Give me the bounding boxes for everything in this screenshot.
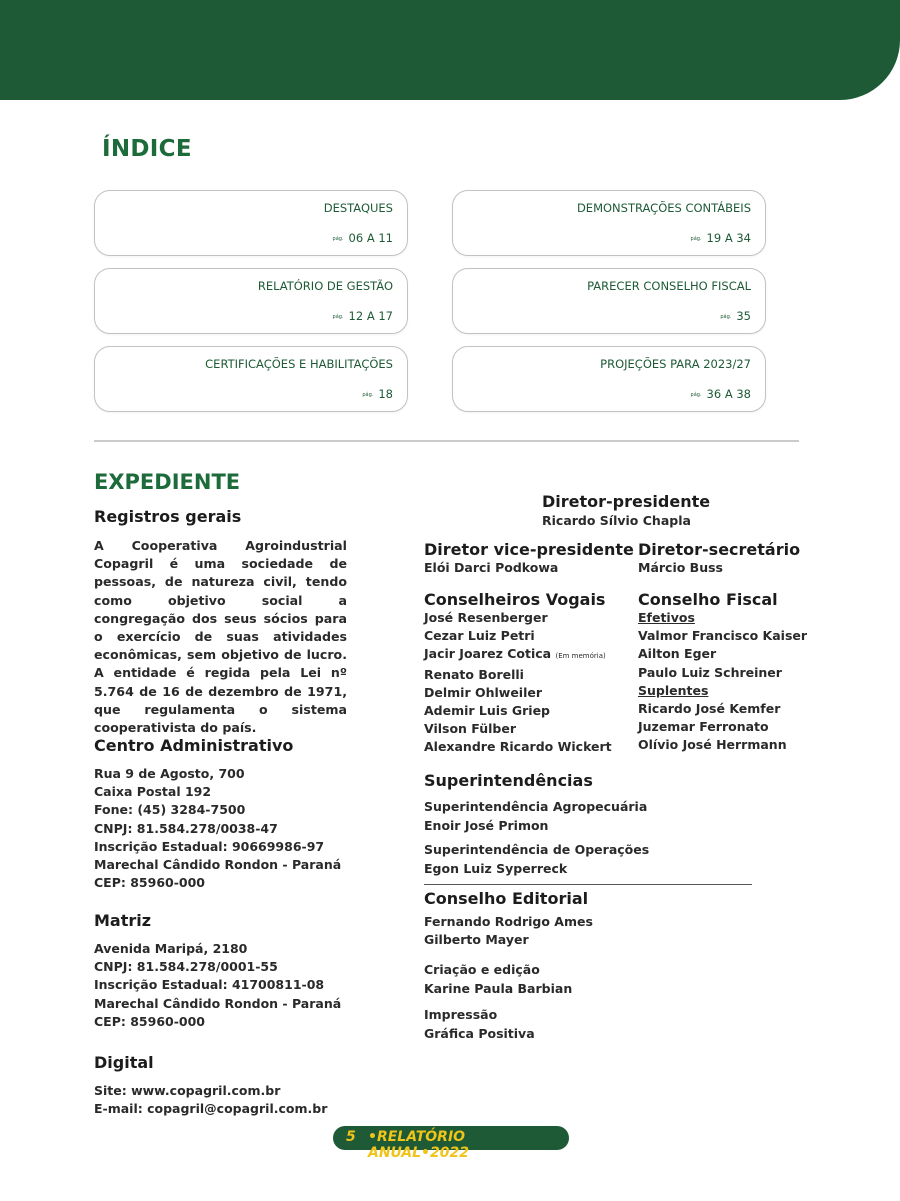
index-card-title: CERTIFICAÇÕES E HABILITAÇÕES xyxy=(205,357,393,371)
index-card-title: PROJEÇÕES PARA 2023/27 xyxy=(600,357,751,371)
editorial-heading: Conselho Editorial xyxy=(424,889,589,908)
expediente-title: EXPEDIENTE xyxy=(94,470,241,494)
site-link[interactable]: Site: www.copagril.com.br xyxy=(94,1083,281,1098)
vice-name: Elói Darci Podkowa xyxy=(424,560,559,575)
section-divider xyxy=(94,440,799,442)
agro-label: Superintendência Agropecuária xyxy=(424,799,648,814)
editorial-names: Fernando Rodrigo Ames Gilberto Mayer xyxy=(424,914,593,948)
index-card-demonstracoes[interactable] xyxy=(452,190,766,256)
index-card-pages: pág. 35 xyxy=(720,309,751,323)
email-link[interactable]: E-mail: copagril@copagril.com.br xyxy=(94,1101,328,1117)
index-card-title: DESTAQUES xyxy=(323,201,393,215)
matriz-heading: Matriz xyxy=(94,911,152,930)
centro-address: Rua 9 de Agosto, 700 Caixa Postal 192 Fone: (45) 3284-7500 CNPJ: 81.584.278/0038-47 Inscrição Estadual: 90669986-97 Marechal Cândido Rondon - Paraná CEP: 85960-000 xyxy=(94,766,342,891)
diretor-presidente-heading: Diretor-presidente xyxy=(542,492,711,511)
digital-contacts xyxy=(94,1082,327,1118)
index-card-title: PARECER CONSELHO FISCAL xyxy=(587,279,751,293)
vogais-heading: Conselheiros Vogais xyxy=(424,590,606,609)
footer-page-badge xyxy=(333,1126,569,1161)
index-card-pages: pág. 36 A 38 xyxy=(690,387,751,401)
footer-label: •RELATÓRIO ANUAL•2022 xyxy=(368,1129,469,1161)
registros-heading: Registros gerais xyxy=(94,507,242,526)
oper-label: Superintendência de Operações xyxy=(424,842,650,857)
page-number: 5 xyxy=(346,1129,356,1145)
index-card-destaques[interactable] xyxy=(94,190,408,256)
impressao-label: Impressão xyxy=(424,1007,498,1022)
registros-text: A Cooperativa Agroindustrial Copagril é uma sociedade de pessoas, de natureza civil, tendo como objetivo social a congregação dos seus sócios para o exercício de suas atividades econômicas, sem objetivo de lucro. A entidade é regida pela Lei nº 5.764 de 16 de dezembro de 1971, que regulamenta o sistema cooperativista do país. xyxy=(94,538,347,736)
criacao-label: Criação e edição xyxy=(424,962,540,977)
index-card-pages: pág. 12 A 17 xyxy=(332,309,393,323)
index-card-certificacoes[interactable] xyxy=(94,346,408,412)
diretor-presidente-name: Ricardo Sílvio Chapla xyxy=(542,513,691,528)
index-card-pages: pág. 06 A 11 xyxy=(332,231,393,245)
fiscal-list: Efetivos Valmor Francisco Kaiser Ailton Eger Paulo Luiz Schreiner Suplentes Ricardo José Kemfer Juzemar Ferronato Olívio José Herrmann xyxy=(638,610,808,753)
fiscal-heading: Conselho Fiscal xyxy=(638,590,778,609)
matriz-address: Avenida Maripá, 2180 CNPJ: 81.584.278/0001-55 Inscrição Estadual: 41700811-08 Marechal Cândido Rondon - Paraná CEP: 85960-000 xyxy=(94,941,342,1029)
index-card-pages: pág. 18 xyxy=(362,387,393,401)
index-card-relatorio[interactable] xyxy=(94,268,408,334)
secretario-heading: Diretor-secretário xyxy=(638,540,801,559)
index-title: ÍNDICE xyxy=(102,136,192,162)
oper-name: Egon Luiz Syperreck xyxy=(424,861,568,876)
centro-heading: Centro Administrativo xyxy=(94,736,294,755)
vogais-list: José Resenberger Cezar Luiz Petri Jacir Joarez Cotica (Em memória) Renato Borelli Delmir Ohlweiler Ademir Luis Griep Vilson Fülber Alexandre Ricardo Wickert xyxy=(424,610,612,755)
index-card-pages: pág. 19 A 34 xyxy=(690,231,751,245)
index-card-parecer[interactable] xyxy=(452,268,766,334)
top-green-band xyxy=(0,0,900,100)
digital-heading: Digital xyxy=(94,1053,154,1072)
agro-name: Enoir José Primon xyxy=(424,818,549,833)
impressao-name: Gráfica Positiva xyxy=(424,1026,535,1041)
superintendencias-heading: Superintendências xyxy=(424,771,593,790)
criacao-name: Karine Paula Barbian xyxy=(424,981,573,996)
index-card-title: DEMONSTRAÇÕES CONTÁBEIS xyxy=(576,201,751,215)
secretario-name: Márcio Buss xyxy=(638,560,723,575)
editorial-rule xyxy=(424,884,752,885)
index-card-title: RELATÓRIO DE GESTÃO xyxy=(257,279,393,293)
index-card-projecoes[interactable] xyxy=(452,346,766,412)
vice-heading: Diretor vice-presidente xyxy=(424,540,634,559)
